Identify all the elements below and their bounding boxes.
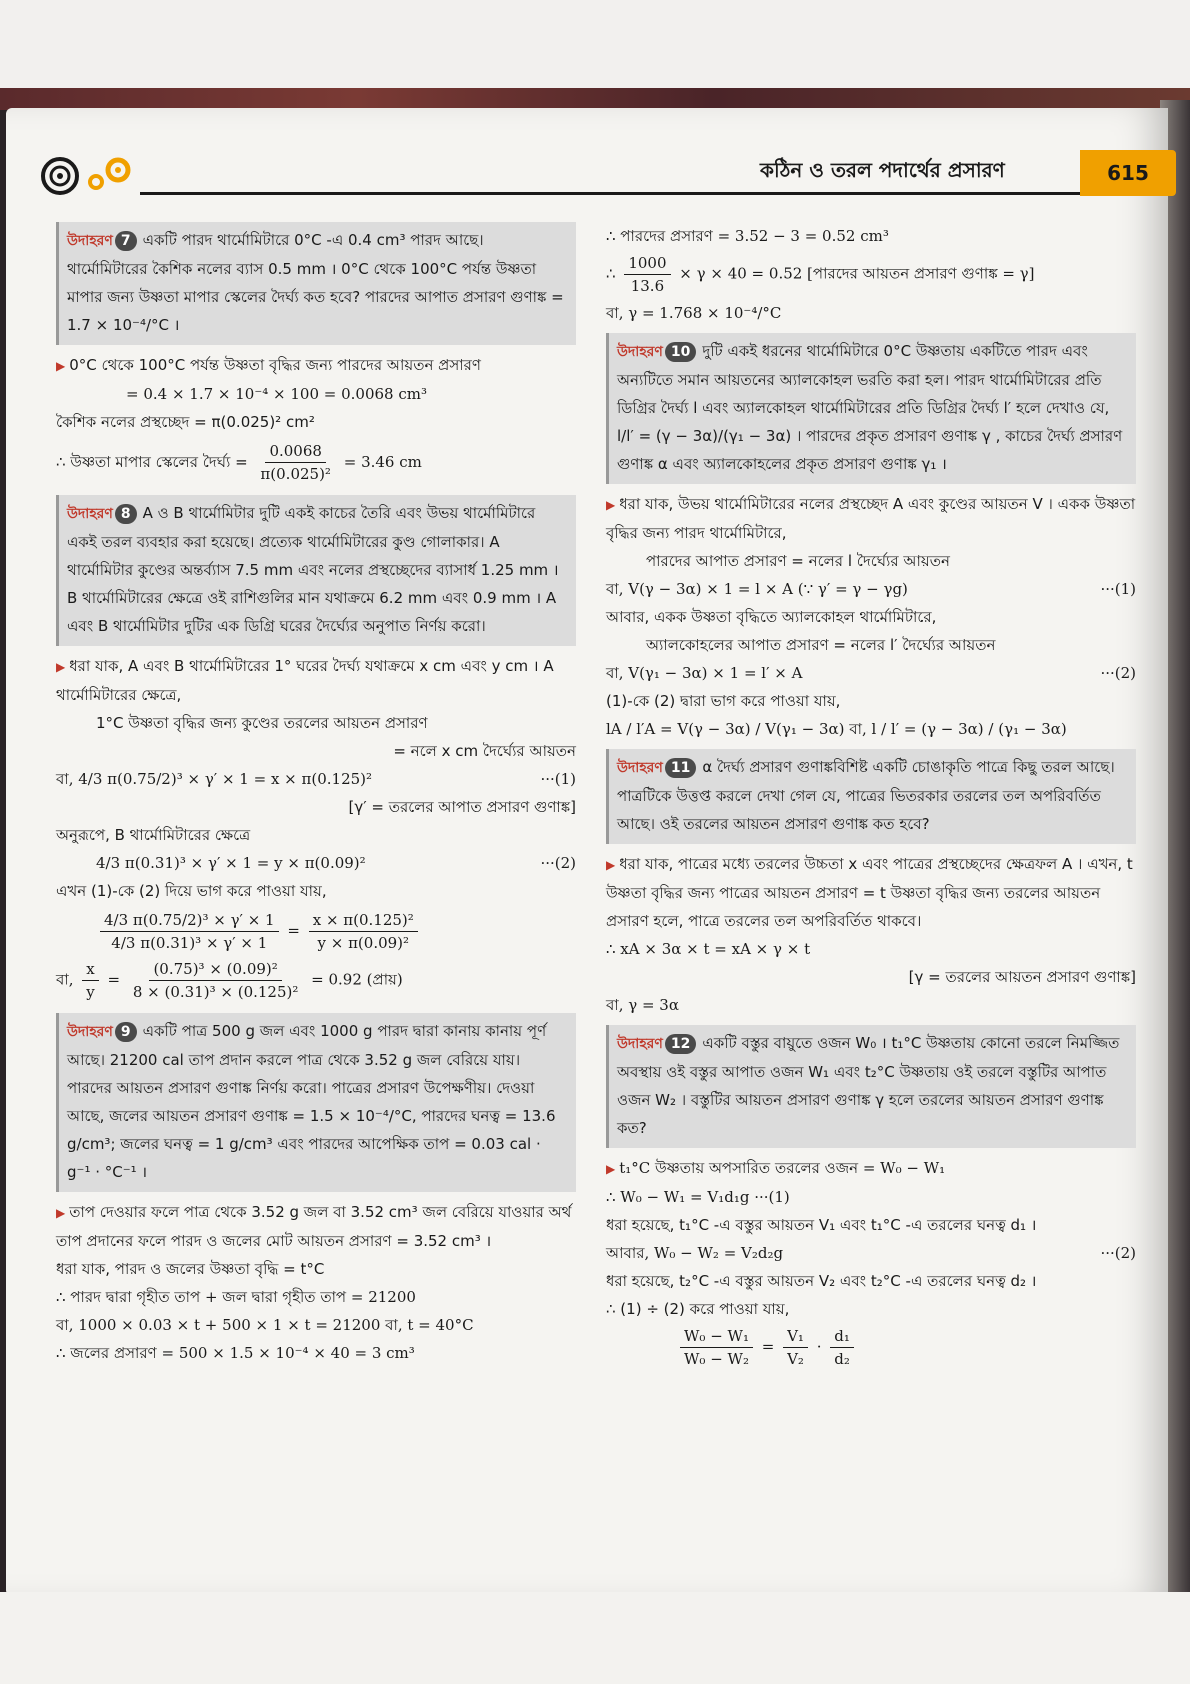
example-text: একটি পারদ থার্মোমিটারে 0°C -এ 0.4 cm³ পারদ আছে। থার্মোমিটারের কৈশিক নলের ব্যাস 0.5 mm । 0°C থেকে 100°C পর্যন্ত উষ্ণতা মাপার জন্য উষ্ণতা মাপার স্কেলের দৈর্ঘ্য কত হবে? পারদের আপাত প্রসারণ গুণাঙ্ক = 1.7 × 10⁻⁴/°C ।: [67, 231, 564, 334]
solution-line: ▶ ধরা যাক, পাত্রের মধ্যে তরলের উচ্চতা x এবং পাত্রের প্রস্থচ্ছেদের ক্ষেত্রফল A । এখন, t উষ্ণতা বৃদ্ধির জন্য পাত্রের আয়তন প্রসারণ = t উষ্ণতা বৃদ্ধির জন্য তরলের আয়তন প্রসারণ হলে, পাত্রে তরলের তল অপরিবর্তিত থাকবে।: [606, 855, 1133, 930]
solution-line: অ্যালকোহলের আপাত প্রসারণ = নলের l′ দৈর্ঘ্যের আয়তন: [646, 636, 996, 654]
equation-line: বা, 4/3 π(0.75/2)³ × γ′ × 1 = x × π(0.125)² ···(1): [56, 770, 576, 788]
equation-line: ∴ W₀ − W₁ = V₁d₁g ···(1): [606, 1188, 790, 1206]
solution-line: ▶ তাপ দেওয়ার ফলে পাত্র থেকে 3.52 g জল বা 3.52 cm³ জল বেরিয়ে যাওয়ার অর্থ তাপ প্রদানের ফলে পারদ ও জলের মোট আয়তন প্রসারণ = 3.52 cm³ ।: [56, 1203, 572, 1250]
example-number: 11: [665, 758, 696, 778]
header-rule: [140, 192, 1100, 195]
solution-line: ▶ ধরা যাক, উভয় থার্মোমিটারের নলের প্রস্থচ্ছেদ A এবং কুণ্ডের আয়তন V । একক উষ্ণতা বৃদ্ধির জন্য পারদ থার্মোমিটারে,: [606, 495, 1136, 542]
example-label: উদাহরণ: [67, 506, 113, 522]
triangle-bullet-icon: ▶: [606, 498, 616, 512]
example-text: α দৈর্ঘ্য প্রসারণ গুণাঙ্কবিশিষ্ট একটি চোঙাকৃতি পাত্রে কিছু তরল আছে। পাত্রটিকে উত্তপ্ত করলে দেখা গেল যে, পাত্রের ভিতরকার তরলের তল অপরিবর্তিত আছে। ওই তরলের আয়তন প্রসারণ গুণাঙ্ক কত হবে?: [617, 758, 1115, 833]
equation-line: 4/3 π(0.31)³ × γ′ × 1 = y × π(0.09)² ···(2): [96, 854, 576, 872]
equation-line: ∴ উষ্ণতা মাপার স্কেলের দৈর্ঘ্য = $\frac{0.0068}{\text{π(0.025)²}}$ = 3.46 cm: [56, 442, 422, 483]
equation-line: বা, γ = 3α: [606, 996, 679, 1014]
equation-line: $\frac{\text{4/3 π(0.75/2)³ × γ′ × 1}}{\text{4/3 π(0.31)³ × γ′ × 1}}$ = $\frac{\text{x × π(0.125)²}}{\text{y × π(0.09)²}}$: [56, 909, 576, 954]
example-text: A ও B থার্মোমিটার দুটি একই কাচের তৈরি এবং উভয় থার্মোমিটারে একই তরল ব্যবহার করা হয়েছে। প্রত্যেক থার্মোমিটারের কুণ্ড গোলাকার। A থার্মোমিটার কুণ্ডের অন্তর্ব্যাস 7.5 mm এবং নলের প্রস্থচ্ছেদের ব্যাসার্ধ 1.25 mm । B থার্মোমিটারের ক্ষেত্রে ওই রাশিগুলির মান যথাক্রমে 6.2 mm এবং 0.9 mm । A এবং B থার্মোমিটার দুটির এক ডিগ্রি ঘরের দৈর্ঘ্যের অনুপাত নির্ণয় করো।: [67, 504, 559, 635]
equation-line: বা, γ = 1.768 × 10⁻⁴/°C: [606, 304, 782, 322]
solution-line: ▶ t₁°C উষ্ণতায় অপসারিত তরলের ওজন = W₀ − W₁: [606, 1159, 946, 1177]
equation-line: আবার, W₀ − W₂ = V₂d₂g ···(2): [606, 1244, 1136, 1262]
triangle-bullet-icon: ▶: [56, 660, 66, 674]
example-7: [56, 222, 576, 345]
solution-line: পারদের আপাত প্রসারণ = নলের l দৈর্ঘ্যের আয়তন: [646, 552, 950, 570]
example-label: উদাহরণ: [617, 760, 663, 776]
equation-line: ∴ জলের প্রসারণ = 500 × 1.5 × 10⁻⁴ × 40 = 3 cm³: [56, 1344, 415, 1362]
page-header: [40, 150, 1160, 200]
equation-line: বা, 1000 × 0.03 × t + 500 × 1 × t = 21200 বা, t = 40°C: [56, 1316, 474, 1334]
equation-line: ∴ পারদের প্রসারণ = 3.52 − 3 = 0.52 cm³: [606, 227, 889, 245]
example-number: 8: [115, 504, 137, 524]
example-label: উদাহরণ: [67, 233, 113, 249]
example-text: দুটি একই ধরনের থার্মোমিটারে 0°C উষ্ণতায় একটিতে পারদ এবং অন্যটিতে সমান আয়তনের অ্যালকোহল ভরতি করা হল। পারদ থার্মোমিটারের প্রতি ডিগ্রির দৈর্ঘ্য l এবং অ্যালকোহল থার্মোমিটারের প্রতি ডিগ্রির দৈর্ঘ্য l′ হলে দেখাও যে, l/l′ = (γ − 3α)/(γ₁ − 3α) । পারদের প্রকৃত প্রসারণ গুণাঙ্ক γ , কাচের দৈর্ঘ্য প্রসারণ গুণাঙ্ক α এবং অ্যালকোহলের প্রকৃত প্রসারণ গুণাঙ্ক γ₁ ।: [617, 342, 1123, 473]
solution-line: ধরা হয়েছে, t₂°C -এ বস্তুর আয়তন V₂ এবং t₂°C -এ তরলের ঘনত্ব d₂ ।: [606, 1272, 1037, 1290]
equation-line: বা, V(γ₁ − 3α) × 1 = l′ × A ···(2): [606, 664, 1136, 682]
solution-line: এখন (1)-কে (2) দিয়ে ভাগ করে পাওয়া যায়,: [56, 882, 327, 900]
example-number: 9: [115, 1022, 137, 1042]
solution-line: [γ = তরলের আয়তন প্রসারণ গুণাঙ্ক]: [908, 968, 1136, 986]
equation-line: $\frac{\text{W₀ − W₁}}{\text{W₀ − W₂}}$ = $\frac{\text{V₁}}{\text{V₂}}$ · $\frac{\text{d₁}}{\text{d₂}}$: [606, 1325, 1136, 1370]
example-number: 7: [115, 231, 137, 251]
solution-line: অনুরূপে, B থার্মোমিটারের ক্ষেত্রে: [56, 826, 251, 844]
equation-line: ∴ $\frac{1000}{13.6}$ × γ × 40 = 0.52 [পারদের আয়তন প্রসারণ গুণাঙ্ক = γ]: [606, 254, 1035, 295]
example-label: উদাহরণ: [67, 1024, 113, 1040]
solution-line: ∴ (1) ÷ (2) করে পাওয়া যায়,: [606, 1300, 790, 1318]
solution-line: (1)-কে (2) দ্বারা ভাগ করে পাওয়া যায়,: [606, 692, 841, 710]
example-number: 12: [665, 1034, 696, 1054]
solution-line: ধরা হয়েছে, t₁°C -এ বস্তুর আয়তন V₁ এবং t₁°C -এ তরলের ঘনত্ব d₁ ।: [606, 1216, 1037, 1234]
page-number: 615: [1080, 150, 1176, 196]
head-gears-icon: [40, 152, 140, 198]
equation-line: ∴ পারদ দ্বারা গৃহীত তাপ + জল দ্বারা গৃহীত তাপ = 21200: [56, 1288, 416, 1306]
triangle-bullet-icon: ▶: [606, 1162, 616, 1176]
solution-line: ▶ ধরা যাক, A এবং B থার্মোমিটারের 1° ঘরের দৈর্ঘ্য যথাক্রমে x cm এবং y cm । A থার্মোমিটারের ক্ষেত্রে,: [56, 657, 554, 704]
top-margin: [0, 0, 1190, 100]
equation-line: = 0.4 × 1.7 × 10⁻⁴ × 100 = 0.0068 cm³: [126, 385, 428, 403]
triangle-bullet-icon: ▶: [606, 858, 616, 872]
triangle-bullet-icon: ▶: [56, 1206, 66, 1220]
bottom-margin: [0, 1592, 1190, 1684]
equation-line: ∴ xA × 3α × t = xA × γ × t: [606, 940, 811, 958]
solution-line: ধরা যাক, পারদ ও জলের উষ্ণতা বৃদ্ধি = t°C: [56, 1260, 325, 1278]
left-column: [56, 222, 576, 1367]
example-12: [606, 1025, 1136, 1148]
chapter-title: কঠিন ও তরল পদার্থের প্রসারণ: [760, 158, 1005, 182]
triangle-bullet-icon: ▶: [56, 359, 66, 373]
example-8: [56, 495, 576, 646]
solution-line: ▶ 0°C থেকে 100°C পর্যন্ত উষ্ণতা বৃদ্ধির জন্য পারদের আয়তন প্রসারণ: [56, 356, 481, 374]
example-text: একটি বস্তুর বায়ুতে ওজন W₀ । t₁°C উষ্ণতায় কোনো তরলে নিমজ্জিত অবস্থায় ওই বস্তুর আপাত ওজন W₁ এবং t₂°C উষ্ণতায় ওই তরলে বস্তুটির আপাত ওজন W₂ । বস্তুটির আয়তন প্রসারণ গুণাঙ্ক γ হলে তরলের আয়তন প্রসারণ গুণাঙ্ক কত?: [617, 1034, 1120, 1137]
example-label: উদাহরণ: [617, 344, 663, 360]
solution-line: আবার, একক উষ্ণতা বৃদ্ধিতে অ্যালকোহল থার্মোমিটারে,: [606, 608, 937, 626]
solution-line: কৈশিক নলের প্রস্থচ্ছেদ = π(0.025)² cm²: [56, 413, 315, 431]
example-11: [606, 749, 1136, 844]
example-text: একটি পাত্র 500 g জল এবং 1000 g পারদ দ্বারা কানায় কানায় পূর্ণ আছে। 21200 cal তাপ প্রদান করলে পাত্র থেকে 3.52 g জল বেরিয়ে যায়। পারদের আয়তন প্রসারণ গুণাঙ্ক নির্ণয় করো। পাত্রের প্রসারণ উপেক্ষণীয়। দেওয়া আছে, জলের আয়তন প্রসারণ গুণাঙ্ক = 1.5 × 10⁻⁴/°C, পারদের ঘনত্ব = 13.6 g/cm³; জলের ঘনত্ব = 1 g/cm³ এবং পারদের আপেক্ষিক তাপ = 0.03 cal · g⁻¹ · °C⁻¹ ।: [67, 1022, 556, 1181]
example-10: [606, 333, 1136, 484]
example-9: [56, 1013, 576, 1192]
equation-line: বা, $\frac{x}{y}$ = $\frac{\text{(0.75)³ × (0.09)²}}{\text{8 × (0.31)³ × (0.125)²}}$ = 0.92 (প্রায়): [56, 960, 403, 1001]
book-edge: [0, 88, 1190, 110]
solution-line: 1°C উষ্ণতা বৃদ্ধির জন্য কুণ্ডের তরলের আয়তন প্রসারণ: [96, 714, 428, 732]
solution-line: = নলে x cm দৈর্ঘ্যের আয়তন: [393, 742, 576, 760]
right-column: [606, 222, 1136, 1372]
example-label: উদাহরণ: [617, 1036, 663, 1052]
solution-line: [γ′ = তরলের আপাত প্রসারণ গুণাঙ্ক]: [348, 798, 576, 816]
example-number: 10: [665, 342, 696, 362]
equation-line: বা, V(γ − 3α) × 1 = l × A (∵ γ′ = γ − γg) ···(1): [606, 580, 1136, 598]
equation-line: lA / l′A = V(γ − 3α) / V(γ₁ − 3α) বা, l / l′ = (γ − 3α) / (γ₁ − 3α): [606, 720, 1067, 738]
